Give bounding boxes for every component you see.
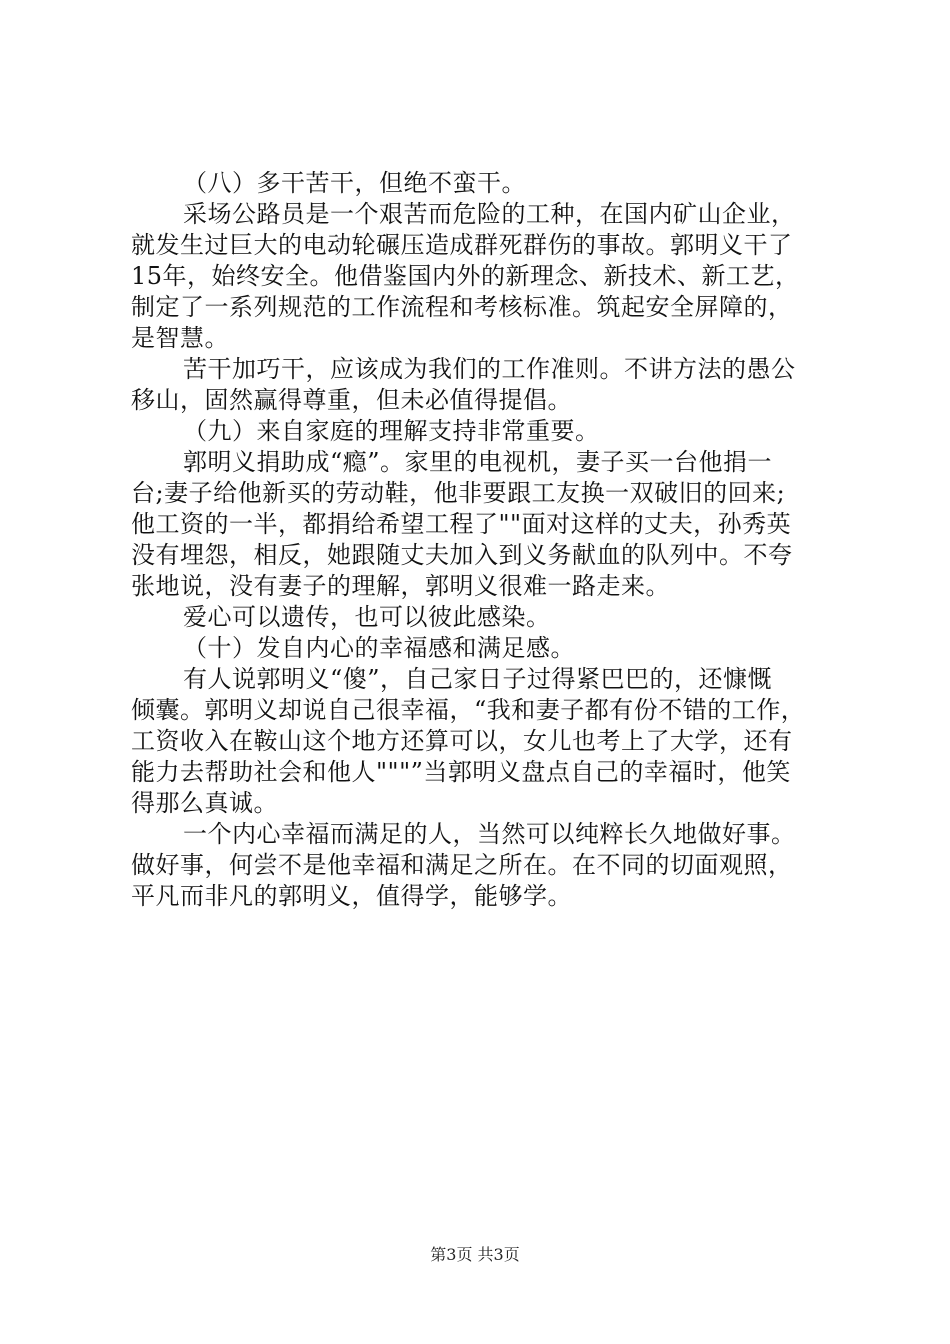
text-line: 工资收入在鞍山这个地方还算可以，女儿也考上了大学，还有 [131, 727, 793, 755]
text-line: 苦干加巧干，应该成为我们的工作准则。不讲方法的愚公 [183, 355, 796, 383]
page-footer: 第3页 共3页 [430, 1245, 520, 1264]
text-line: 爱心可以遗传，也可以彼此感染。 [183, 603, 551, 631]
text-line: 一个内心幸福而满足的人，当然可以纯粹长久地做好事。 [183, 820, 796, 848]
text-line: 得那么真诚。 [131, 789, 278, 817]
text-line: 采场公路员是一个艰苦而危险的工种，在国内矿山企业， [183, 200, 796, 228]
text-line: 就发生过巨大的电动轮碾压造成群死群伤的事故。郭明义干了 [131, 231, 793, 259]
text-line: （十）发自内心的幸福感和满足感。 [183, 634, 575, 662]
text-line: 郭明义捐助成“瘾”。家里的电视机，妻子买一台他捐一 [183, 448, 773, 476]
text-line: 能力去帮助社会和他人"""”当郭明义盘点自己的幸福时，他笑 [131, 758, 791, 786]
text-line: 没有埋怨，相反，她跟随丈夫加入到义务献血的队列中。不夸 [131, 541, 793, 569]
text-line: （八）多干苦干，但绝不蛮干。 [183, 169, 526, 197]
text-line: 他工资的一半，都捐给希望工程了""面对这样的丈夫，孙秀英 [131, 510, 792, 538]
text-line: 平凡而非凡的郭明义，值得学，能够学。 [131, 882, 572, 910]
text-line: 台;妻子给他新买的劳动鞋，他非要跟工友换一双破旧的回来; [131, 479, 786, 507]
text-line: 是智慧。 [131, 324, 229, 352]
text-line: 移山，固然赢得尊重，但未必值得提倡。 [131, 386, 572, 414]
text-line: 15年，始终安全。他借鉴国内外的新理念、新技术、新工艺， [131, 262, 800, 290]
text-line: 制定了一系列规范的工作流程和考核标准。筑起安全屏障的， [131, 293, 793, 321]
text-line: 张地说，没有妻子的理解，郭明义很难一路走来。 [131, 572, 670, 600]
text-line: 有人说郭明义“傻”，自己家日子过得紧巴巴的，还慷慨 [183, 665, 773, 693]
text-line: 倾囊。郭明义却说自己很幸福，“我和妻子都有份不错的工作， [131, 696, 806, 724]
text-line: 做好事，何尝不是他幸福和满足之所在。在不同的切面观照， [131, 851, 793, 879]
text-line: （九）来自家庭的理解支持非常重要。 [183, 417, 600, 445]
document-body [131, 168, 841, 912]
